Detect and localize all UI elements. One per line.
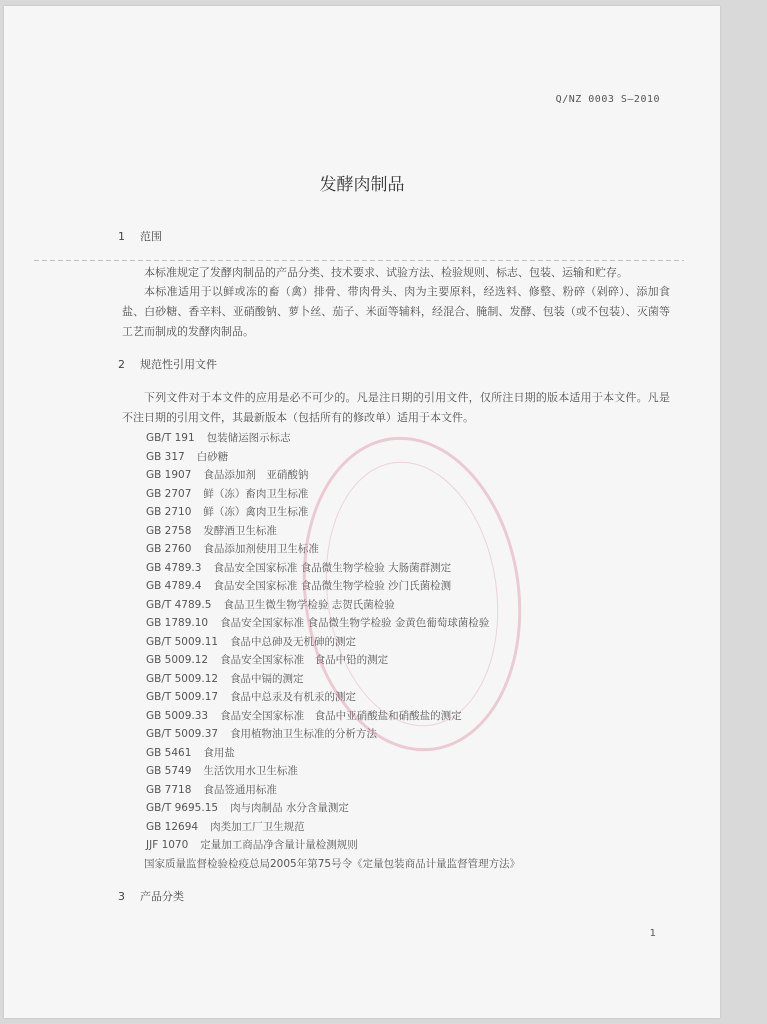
reference-item <box>146 670 520 689</box>
reference-item <box>146 651 520 670</box>
reference-title: 食品安全国家标准 食品中铅的测定 <box>220 654 389 666</box>
reference-code: GB/T 5009.37 <box>146 728 219 740</box>
reference-code: GB 12694 <box>146 820 199 833</box>
reference-title: 食品安全国家标准 食品微生物学检验 金黄色葡萄球菌检验 <box>220 617 490 629</box>
reference-item <box>146 559 520 578</box>
reference-code: GB/T 4789.5 <box>146 598 212 611</box>
reference-title: 食品安全国家标准 食品微生物学检验 沙门氏菌检测 <box>213 580 452 592</box>
reference-title: 生活饮用水卫生标准 <box>203 765 298 777</box>
reference-code: GB/T 9695.15 <box>146 802 219 814</box>
reference-item <box>146 762 520 781</box>
reference-title: 发酵酒卫生标准 <box>203 524 277 537</box>
section-2-intro: 下列文件对于本文件的应用是必不可少的。凡是注日期的引用文件，仅所注日期的版本适用于本文件。凡是不注日期的引用文件，其最新版本（包括所有的修改单）适用于本文件。 <box>122 391 670 424</box>
reference-title: 食用盐 <box>203 746 235 759</box>
reference-code: GB 5461 <box>146 746 192 759</box>
reference-code: GB/T 5009.12 <box>146 672 219 685</box>
section-1-title: 范围 <box>140 230 162 243</box>
section-1-paragraph-2: 本标准适用于以鲜或冻的畜（禽）排骨、带肉骨头、肉为主要原料，经选料、修整、粉碎（剁碎）、添加食盐、白砂糖、香辛料、亚硝酸钠、萝卜丝、茄子、米面等辅料，经混合、腌制、发酵、包装（或不包装）、灭菌等工艺而制成的发酵肉制品。 <box>122 285 670 338</box>
reference-title: 食品卫生微生物学检验 志贺氏菌检验 <box>223 598 395 611</box>
reference-code: GB 1789.10 <box>146 617 209 629</box>
page-number: 1 <box>649 928 656 939</box>
reference-title: 食用植物油卫生标准的分析方法 <box>230 728 378 740</box>
reference-code: GB/T 5009.17 <box>146 691 219 703</box>
reference-title: 白砂糖 <box>196 450 229 463</box>
reference-code: GB 4789.4 <box>146 580 202 592</box>
reference-decree-text: 国家质量监督检验检疫总局2005年第75号令《定量包装商品计量监督管理方法》 <box>144 857 521 870</box>
reference-item <box>146 707 520 726</box>
section-1-number: 1 <box>118 230 125 243</box>
section-1-paragraph-1: 本标准规定了发酵肉制品的产品分类、技术要求、试验方法、检验规则、标志、包装、运输和贮存。 <box>144 266 628 279</box>
reference-item <box>146 577 520 596</box>
reference-title: 食品添加剂 亚硝酸钠 <box>203 469 309 481</box>
reference-code: GB 5009.33 <box>146 709 209 722</box>
reference-title: 定量加工商品净含量计量检测规则 <box>200 839 358 851</box>
reference-item <box>146 725 520 744</box>
section-1-heading <box>118 228 162 244</box>
reference-title: 食品安全国家标准 食品微生物学检验 大肠菌群测定 <box>213 561 452 574</box>
reference-title: 食品安全国家标准 食品中亚硝酸盐和硝酸盐的测定 <box>220 709 462 722</box>
reference-code: JJF 1070 <box>146 839 189 851</box>
scan-artifact-line <box>34 260 684 261</box>
reference-title: 鲜（冻）禽肉卫生标准 <box>203 506 309 518</box>
section-2-title: 规范性引用文件 <box>140 358 217 371</box>
reference-item <box>146 818 520 837</box>
document-title: 发酵肉制品 <box>319 175 405 195</box>
reference-code: GB 5749 <box>146 765 192 777</box>
reference-code: GB 2707 <box>146 487 192 500</box>
reference-code: GB 2710 <box>146 506 192 518</box>
reference-item <box>146 466 520 485</box>
reference-item <box>146 596 520 615</box>
section-3-number: 3 <box>118 890 125 903</box>
document-page <box>4 6 720 1018</box>
reference-item <box>146 633 520 652</box>
reference-title: 食品中总砷及无机砷的测定 <box>230 635 357 648</box>
reference-title: 食品中镉的测定 <box>230 672 304 685</box>
reference-title: 肉类加工厂卫生规范 <box>210 820 305 833</box>
reference-item <box>146 781 520 800</box>
reference-item <box>146 429 520 448</box>
standard-code: Q/NZ 0003 S—2010 <box>555 94 660 105</box>
reference-item <box>146 799 520 818</box>
section-3-heading <box>118 888 184 904</box>
reference-item <box>146 540 520 559</box>
reference-title: 食品中总汞及有机汞的测定 <box>230 691 357 703</box>
reference-code: GB/T 5009.11 <box>146 635 219 648</box>
reference-title: 鲜（冻）畜肉卫生标准 <box>203 487 309 500</box>
reference-code: GB 7718 <box>146 783 192 796</box>
reference-item <box>146 836 520 855</box>
reference-item <box>146 688 520 707</box>
reference-title: 食品添加剂使用卫生标准 <box>203 543 319 555</box>
section-3-title: 产品分类 <box>140 890 184 903</box>
section-2-heading <box>118 356 217 372</box>
reference-code: GB 4789.3 <box>146 561 202 574</box>
reference-code: GB 2760 <box>146 543 192 555</box>
reference-item <box>146 744 520 763</box>
reference-item-decree <box>146 855 520 874</box>
reference-code: GB 5009.12 <box>146 654 209 666</box>
reference-code: GB 1907 <box>146 469 192 481</box>
reference-item <box>146 614 520 633</box>
reference-item <box>146 522 520 541</box>
reference-title: 肉与肉制品 水分含量测定 <box>230 802 349 814</box>
reference-code: GB 317 <box>146 450 185 463</box>
section-2-number: 2 <box>118 358 125 371</box>
reference-code: GB/T 191 <box>146 432 195 444</box>
reference-title: 包装储运图示标志 <box>206 432 291 444</box>
reference-item <box>146 448 520 467</box>
reference-code: GB 2758 <box>146 524 192 537</box>
reference-title: 食品签通用标准 <box>203 783 277 796</box>
reference-list <box>146 429 520 873</box>
reference-item <box>146 503 520 522</box>
reference-item <box>146 485 520 504</box>
